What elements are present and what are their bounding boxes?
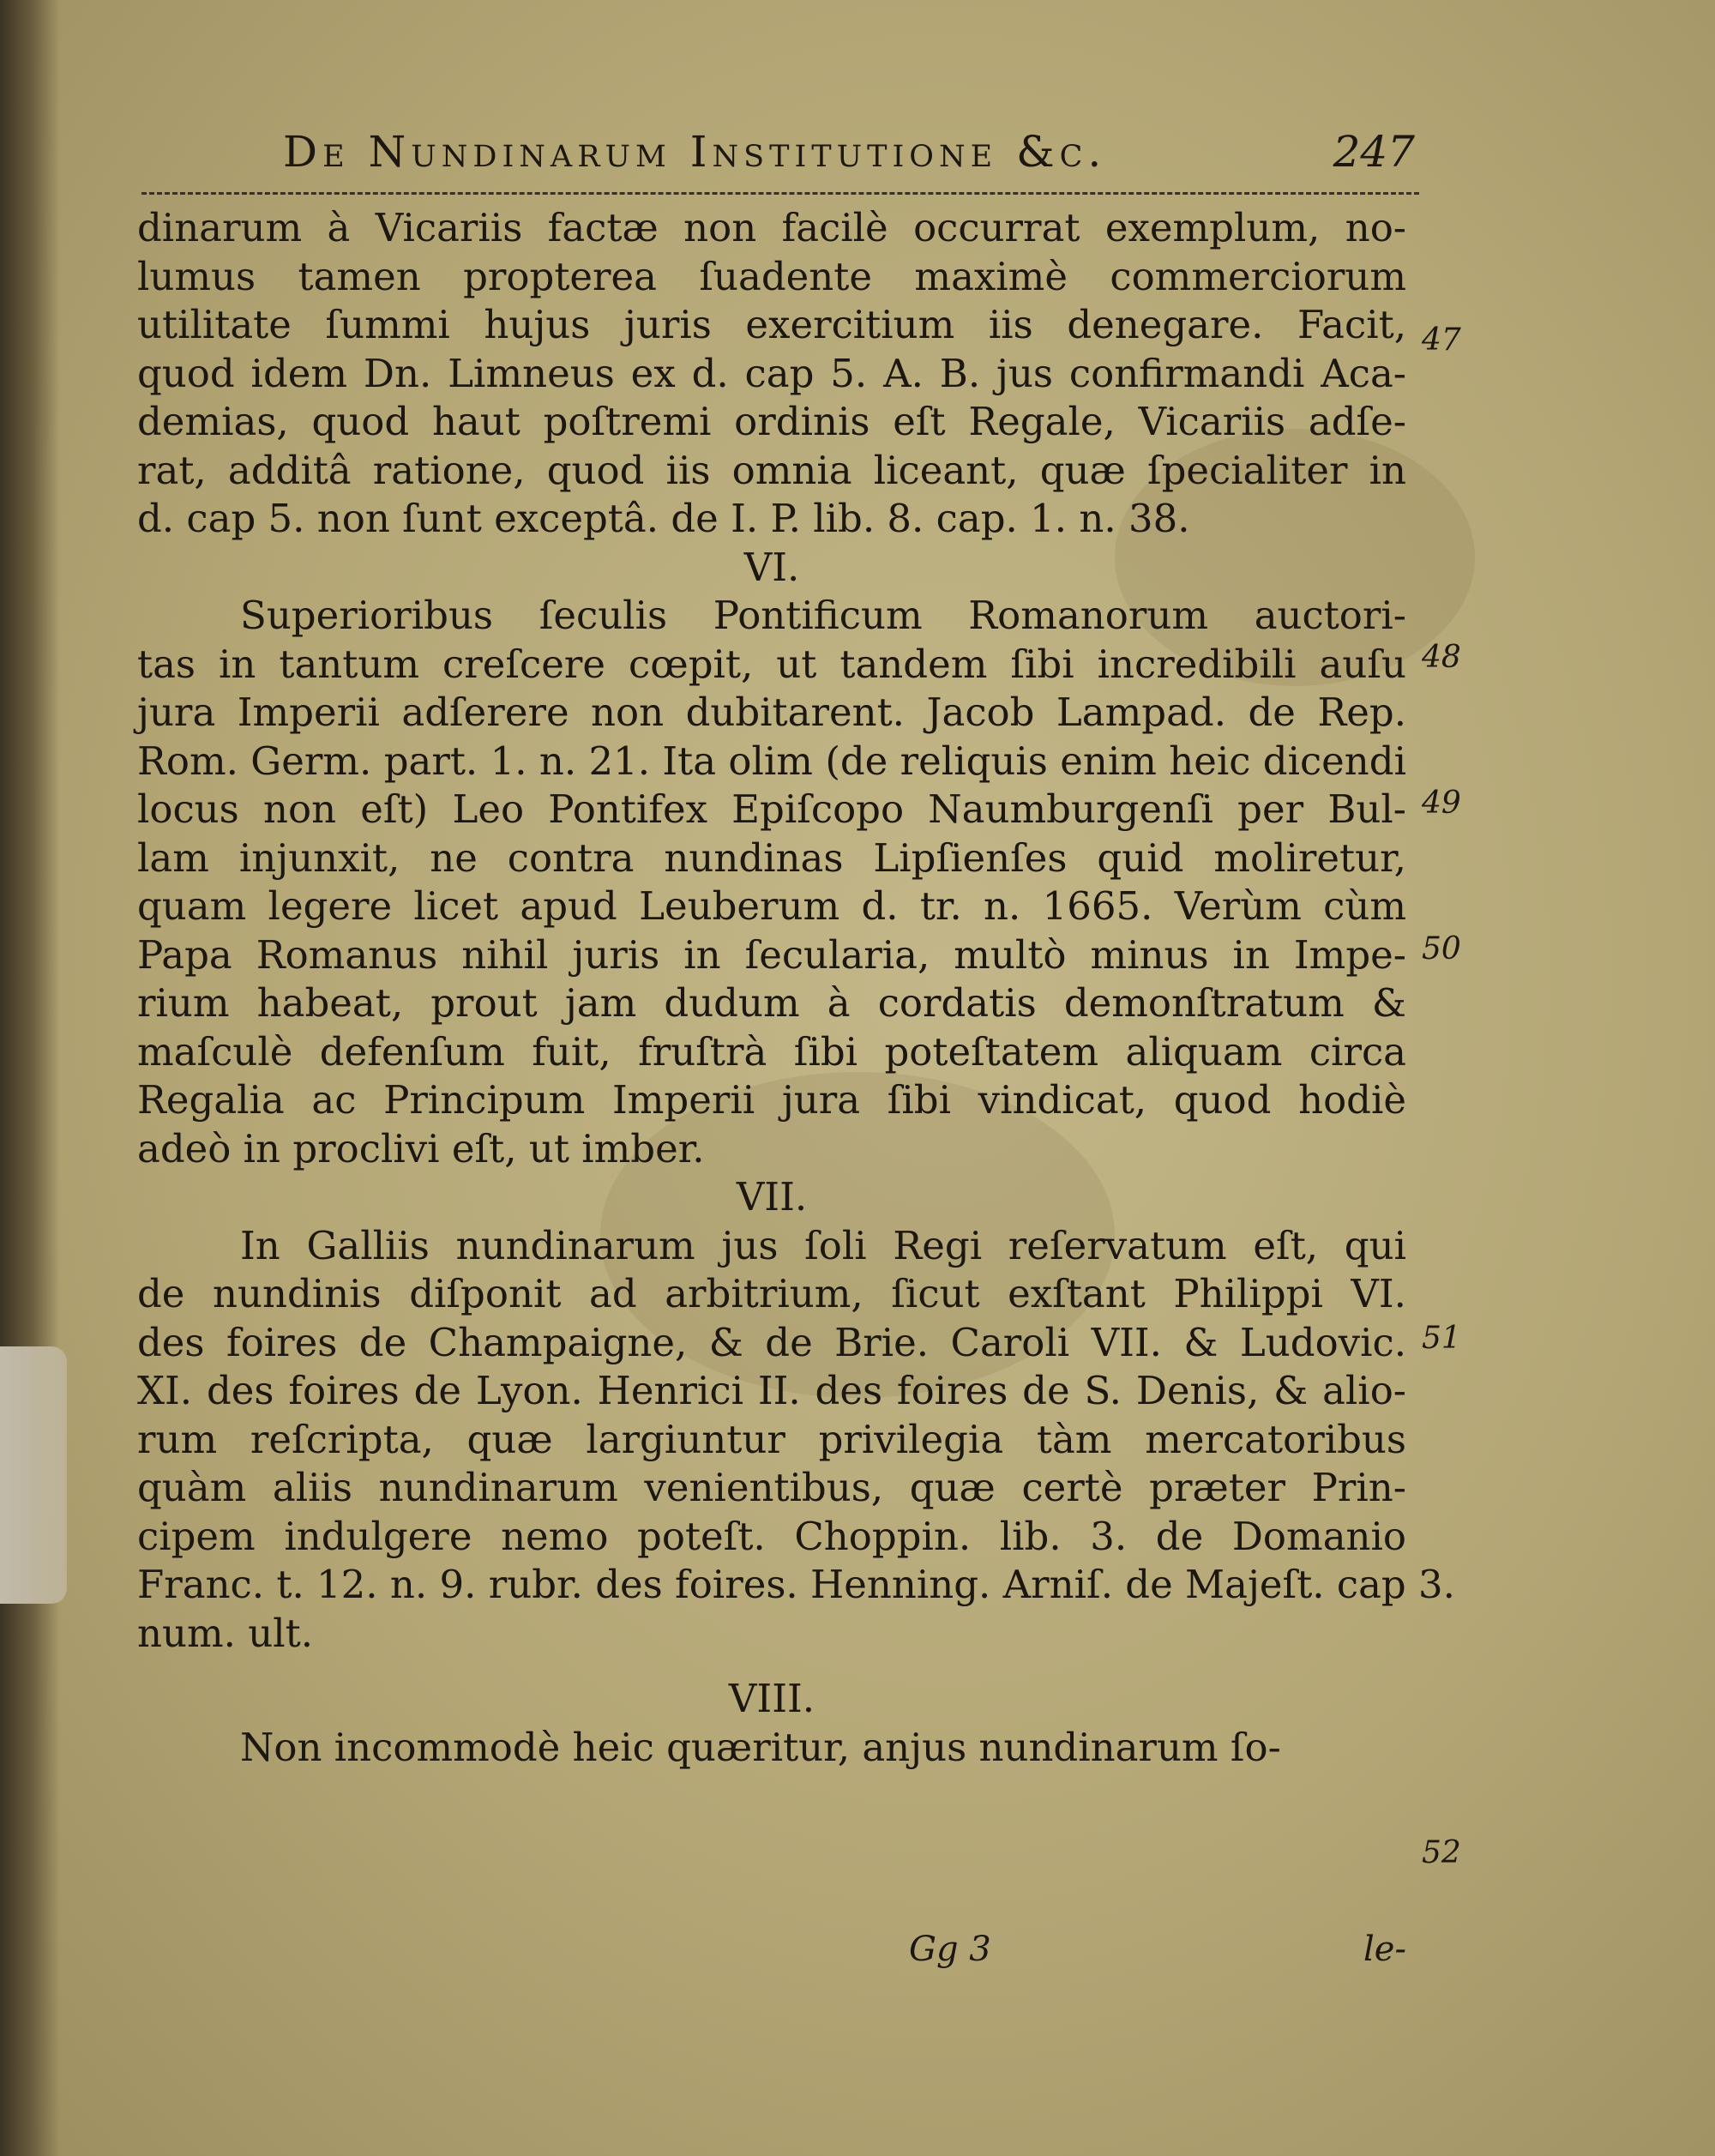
section-heading: VII. [736, 1174, 808, 1220]
text-line: Superioribus ſeculis Pontificum Romanorum auctori- [240, 593, 1406, 638]
margin-number: 51 [1422, 1321, 1461, 1356]
signature-mark: Gg 3 [909, 1930, 991, 1969]
text-line: Non incommodè heic quæritur, anjus nundinarum ſo- [240, 1724, 1281, 1770]
text-line: tas in tantum creſcere cœpit, ut tandem ſibi incredibili auſu [137, 641, 1406, 687]
running-title: De Nundinarum Institutione &c. [283, 127, 1107, 177]
text-line: utilitate ſummi hujus juris exercitium iis denegare. Facit, [137, 302, 1406, 347]
margin-number: 52 [1422, 1835, 1461, 1870]
text-line: XI. des foires de Lyon. Henrici II. des foires de S. Denis, & alio- [137, 1368, 1406, 1413]
text-line: cipem indulgere nemo poteſt. Choppin. lib. 3. de Domanio [137, 1513, 1406, 1559]
section-heading: VIII. [728, 1676, 815, 1721]
margin-number: 49 [1422, 786, 1461, 821]
text-line: maſculè defenſum fuit, fruſtrà ſibi poteſtatem aliquam circa [137, 1028, 1406, 1075]
text-line: jura Imperii adſerere non dubitarent. Jacob Lampad. de Rep. [137, 690, 1406, 735]
text-line: Regalia ac Principum Imperii jura ſibi vindicat, quod hodiè [137, 1077, 1406, 1123]
text-line: lam injunxit, ne contra nundinas Lipſienſes quid moliretur, [137, 834, 1406, 881]
margin-number: 48 [1422, 640, 1461, 675]
text-line: In Galliis nundinarum jus ſoli Regi reſervatum eſt, qui [240, 1222, 1406, 1268]
text-line: d. cap 5. non ſunt exceptâ. de I. P. lib. 8. cap. 1. n. 38. [137, 496, 1190, 541]
binding-shadow [0, 0, 60, 2156]
text-line: lumus tamen propterea ſuadente maximè commerciorum [137, 253, 1406, 299]
margin-number: 50 [1422, 931, 1461, 967]
text-line: num. ult. [137, 1610, 314, 1656]
page-number: 247 [1333, 127, 1415, 177]
text-line: demias, quod haut poſtremi ordinis eſt Regale, Vicariis adſe- [137, 399, 1406, 444]
text-line: locus non eſt) Leo Pontifex Epiſcopo Naumburgenſi per Bul- [137, 786, 1406, 832]
text-line: quam legere licet apud Leuberum d. tr. n. 1665. Verùm cùm [137, 883, 1406, 929]
text-line: rat, additâ ratione, quod iis omnia liceant, quæ ſpecialiter in [137, 447, 1406, 493]
text-line: Rom. Germ. part. 1. n. 21. Ita olim (de reliquis enim heic dicendi [137, 738, 1406, 784]
section-heading: VI. [743, 544, 800, 590]
margin-number: 47 [1422, 322, 1461, 358]
text-line: Franc. t. 12. n. 9. rubr. des foires. Henning. Arniſ. de Majeſt. cap 3. [137, 1562, 1455, 1607]
text-line: quàm aliis nundinarum venientibus, quæ certè præter Prin- [137, 1465, 1406, 1510]
text-line: rum reſcripta, quæ largiuntur privilegia tàm mercatoribus [137, 1416, 1406, 1462]
repair-tape [0, 1346, 67, 1604]
text-line: adeò in proclivi eſt, ut imber. [137, 1125, 705, 1171]
text-line: de nundinis diſponit ad arbitrium, ſicut exſtant Philippi VI. [137, 1271, 1406, 1316]
text-line: Papa Romanus nihil juris in ſecularia, multò minus in Impe- [137, 931, 1406, 978]
catchword: le- [1363, 1930, 1406, 1969]
text-line: rium habeat, prout jam dudum à cordatis demonſtratum & [137, 980, 1406, 1026]
text-line: des foires de Champaigne, & de Brie. Caroli VII. & Ludovic. [137, 1319, 1406, 1365]
text-line: quod idem Dn. Limneus ex d. cap 5. A. B. jus confirmandi Aca- [137, 350, 1406, 396]
running-header [283, 127, 1415, 187]
text-line: dinarum à Vicariis factæ non facilè occurrat exemplum, no- [137, 205, 1406, 250]
header-rule [141, 192, 1419, 195]
